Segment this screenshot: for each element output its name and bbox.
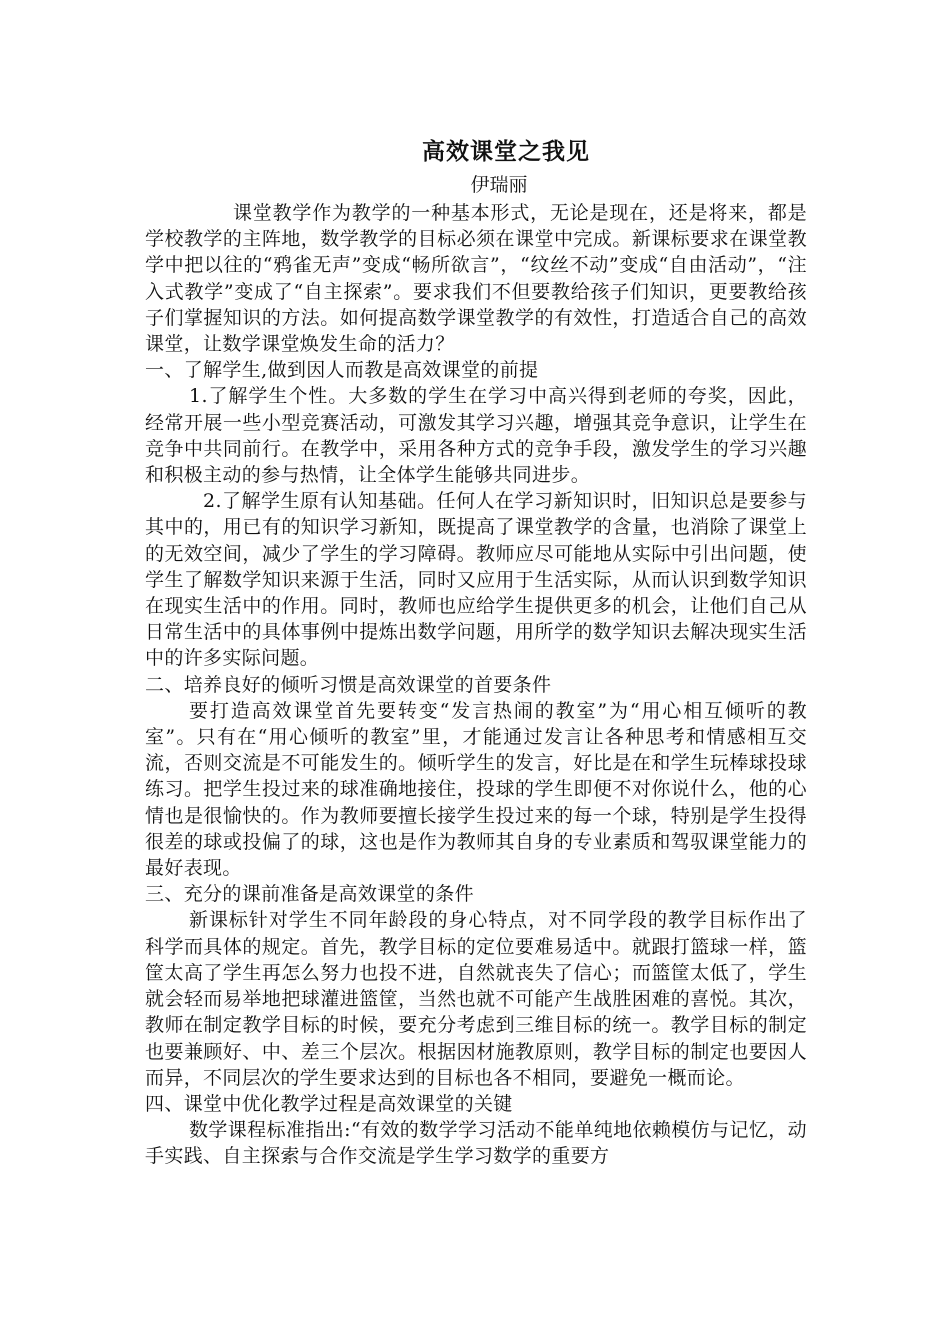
section-1-paragraph-2: 2.了解学生原有认知基础。任何人在学习新知识时，旧知识总是要参与其中的，用已有的知识学习新知，既提高了课堂教学的含量，也消除了课堂上的无效空间，减少了学生的学习障碍。教师应尽可能地从实际中引出问题，使学生了解数学知识来源于生活，同时又应用于生活实际，从而认识到数学知识在现实生活中的作用。同时，教师也应给学生提供更多的机会，让他们自己从日常生活中的具体事例中提炼出数学问题，用所学的数学知识去解决现实生活中的许多实际问题。 — [145, 490, 807, 670]
section-3-heading: 三、充分的课前准备是高效课堂的条件 — [145, 883, 474, 906]
intro-paragraph: 课堂教学作为教学的一种基本形式，无论是现在，还是将来，都是学校教学的主阵地，数学教学的目标必须在课堂中完成。新课标要求在课堂教学中把以往的“鸦雀无声”变成“畅所欲言”，“纹丝不动”变成“自由活动”，“注入式教学”变成了“自主探索”。要求我们不但要教给孩子们知识，更要教给孩子们掌握知识的方法。如何提高数学课堂教学的有效性，打造适合自己的高效课堂，让数学课堂焕发生命的活力？ — [145, 202, 807, 356]
section-2-heading: 二、培养良好的倾听习惯是高效课堂的首要条件 — [145, 673, 552, 696]
section-1-heading: 一、了解学生,做到因人而教是高效课堂的前提 — [145, 359, 539, 382]
section-1-paragraph-1: 1.了解学生个性。大多数的学生在学习中高兴得到老师的夸奖，因此，经常开展一些小型竞赛活动，可激发其学习兴趣，增强其竞争意识，让学生在竞争中共同前行。在教学中，采用各种方式的竞争手段，激发学生的学习兴趣和积极主动的参与热情，让全体学生能够共同进步。 — [145, 385, 807, 487]
section-4-heading: 四、课堂中优化教学过程是高效课堂的关键 — [145, 1092, 513, 1115]
document-title: 高效课堂之我见 — [422, 138, 590, 165]
section-3-paragraph-1: 新课标针对学生不同年龄段的身心特点，对不同学段的教学目标作出了科学而具体的规定。首先，教学目标的定位要难易适中。就跟打篮球一样，篮筐太高了学生再怎么努力也投不进，自然就丧失了信心；而篮筐太低了，学生就会轻而易举地把球灌进篮筐，当然也就不可能产生战胜困难的喜悦。其次，教师在制定教学目标的时候，要充分考虑到三维目标的统一。教学目标的制定也要兼顾好、中、差三个层次。根据因材施教原则，教学目标的制定也要因人而异，不同层次的学生要求达到的目标也各不相同，要避免一概而论。 — [145, 909, 807, 1089]
section-2-paragraph-1: 要打造高效课堂首先要转变“发言热闹的教室”为“用心相互倾听的教室”。只有在“用心倾听的教室”里，才能通过发言让各种思考和情感相互交流，否则交流是不可能发生的。倾听学生的发言，好比是在和学生玩棒球投球练习。把学生投过来的球准确地接住，投球的学生即便不对你说什么，他的心情也是很愉快的。作为教师要擅长接学生投过来的每一个球，特别是学生投得很差的球或投偏了的球，这也是作为教师其自身的专业素质和驾驭课堂能力的最好表现。 — [145, 699, 807, 880]
document-page — [145, 136, 807, 1170]
section-4-paragraph-1: 数学课程标准指出:“有效的数学学习活动不能单纯地依赖模仿与记忆，动手实践、自主探索与合作交流是学生学习数学的重要方 — [145, 1119, 807, 1168]
document-author: 伊瑞丽 — [470, 174, 528, 196]
